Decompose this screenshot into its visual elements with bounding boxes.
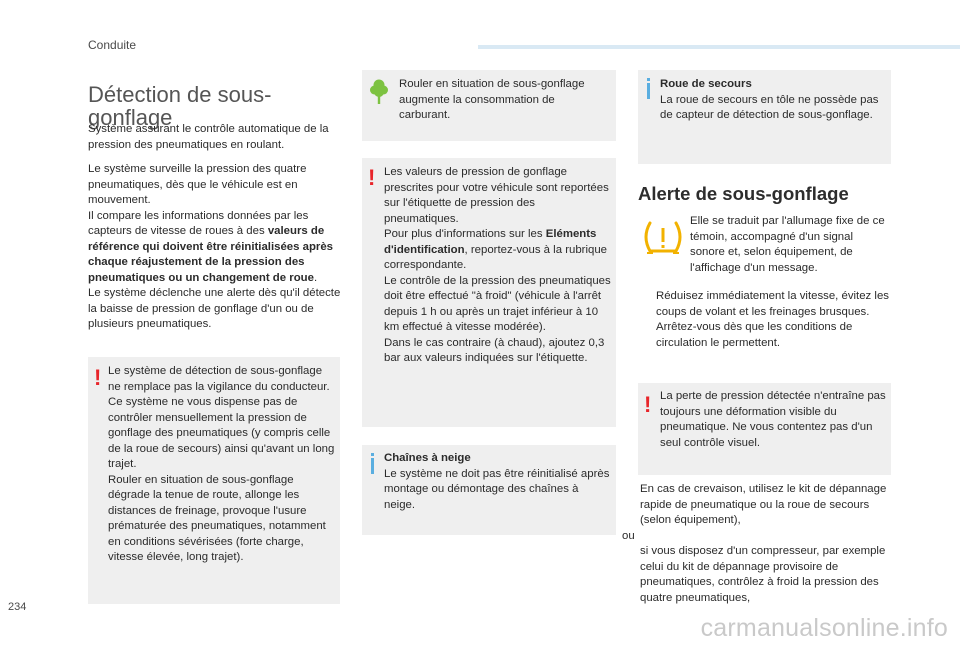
warning-icon: ! bbox=[94, 365, 102, 390]
system-line-3: Le système déclenche une alerte dès qu'il détecte la baisse de pression de gonflage d'un ou de plusieurs pneumatiques. bbox=[88, 287, 341, 330]
system-line-2-bold: valeurs de référence qui doivent être réinitialisées après chaque réajustement de la pression des pneumatiques ou un changement de roue bbox=[88, 225, 334, 284]
info-box-snow-chains bbox=[362, 445, 616, 535]
warning-icon: ! bbox=[368, 165, 376, 190]
list-item-text: Arrêtez-vous dès que les conditions de circulation le permettent. bbox=[656, 321, 853, 349]
warning-pressure-line-2c: , reportez-vous à la rubrique correspondante. bbox=[384, 243, 608, 271]
warning-pressure-line-2a: Pour plus d'informations sur les bbox=[384, 228, 546, 240]
system-line-2 bbox=[88, 209, 344, 287]
puncture-actions bbox=[622, 482, 894, 606]
list-item-text: En cas de crevaison, utilisez le kit de dépannage rapide de pneumatique ou la roue de secours (selon équipement), bbox=[640, 483, 887, 526]
snow-chains-title: Chaînes à neige bbox=[384, 452, 471, 464]
snow-chains-body: Le système ne doit pas être réinitialisé après montage ou démontage des chaînes à neige. bbox=[384, 467, 610, 511]
warning-pressure-text bbox=[384, 165, 612, 367]
warning-vigilance-text bbox=[108, 364, 336, 566]
warning-pressure-line-4: Dans le cas contraire (à chaud), ajoutez 0,3 bar aux valeurs indiquées sur l'étiquette. bbox=[384, 336, 605, 364]
list-item-text: si vous disposez d'un compresseur, par exemple celui du kit de dépannage provisoire de pneumatiques, contrôlez à froid la pression des quatre pneumatiques, bbox=[640, 545, 886, 604]
header-bar bbox=[478, 45, 960, 49]
spare-wheel-text bbox=[660, 77, 886, 124]
list-item-text: Réduisez immédiatement la vitesse, évitez les coups de volant et les freinages brusques. bbox=[656, 290, 889, 318]
watermark: carmanualsonline.info bbox=[700, 614, 948, 642]
info-icon bbox=[371, 458, 374, 474]
warning-icon: ! bbox=[644, 392, 652, 417]
snow-chains-text bbox=[384, 451, 612, 513]
warning-pressure-line-1: Les valeurs de pression de gonflage prescrites pour votre véhicule sont reportées sur l'étiquette de pression des pneumatiques. bbox=[384, 166, 609, 225]
section-header: Conduite bbox=[88, 38, 137, 52]
system-line-2c: . bbox=[313, 271, 318, 284]
or-separator: ou bbox=[622, 529, 635, 542]
warning-box-pressure bbox=[362, 158, 616, 427]
system-line-2a: Il compare les informations données par les capteurs de vitesse de roues à des bbox=[88, 209, 309, 237]
eco-text: Rouler en situation de sous-gonflage augmente la consommation de carburant. bbox=[399, 78, 585, 121]
alert-heading: Alerte de sous-gonflage bbox=[638, 183, 849, 204]
page-number: 234 bbox=[8, 601, 27, 613]
warning-pressure-line-3: Le contrôle de la pression des pneumatiques doit être effectué "à froid" (véhicule à l'arrêt depuis 1 h ou après un trajet inférieur à 10 km effectué à vitesse modérée). bbox=[384, 274, 611, 333]
warning-box-vigilance bbox=[88, 357, 340, 604]
system-line-1: Le système surveille la pression des quatre pneumatiques, dès que le véhicule est en mouvement. bbox=[88, 163, 307, 206]
system-description bbox=[88, 162, 344, 333]
warning-vigilance-line-2: Ce système ne vous dispense pas de contrôler mensuellement la pression de gonflage des pneumatiques (y compris celle de la roue de secours) ainsi qu'avant un long trajet. bbox=[108, 396, 335, 470]
list-item bbox=[622, 544, 894, 606]
visual-check-text: La perte de pression détectée n'entraîne pas toujours une déformation visible du pneumatique. Ne vous contentez pas d'un seul contrôle visuel. bbox=[660, 390, 886, 449]
warning-pressure-line-2 bbox=[384, 227, 612, 274]
list-item bbox=[638, 320, 890, 351]
list-item bbox=[622, 482, 894, 529]
intro-paragraph bbox=[88, 122, 344, 153]
intro-text: Système assurant le contrôle automatique de la pression des pneumatiques en roulant. bbox=[88, 123, 329, 151]
page-title: Détection de sous-gonflage bbox=[88, 81, 272, 130]
warning-box-visual-check bbox=[638, 383, 891, 475]
spare-wheel-title: Roue de secours bbox=[660, 78, 752, 90]
alert-actions-list bbox=[638, 289, 890, 351]
warning-vigilance-line-1: Le système de détection de sous-gonflage ne remplace pas la vigilance du conducteur. bbox=[108, 365, 330, 393]
tpms-warning-lamp-icon bbox=[641, 220, 685, 261]
spare-wheel-body: La roue de secours en tôle ne possède pas de capteur de détection de sous-gonflage. bbox=[660, 93, 879, 121]
identification-link-text: Eléments d'identification bbox=[384, 228, 597, 256]
alert-description: Elle se traduit par l'allumage fixe de ce témoin, accompagné d'un signal sonore et, selon équipement, de l'affichage d'un message. bbox=[690, 215, 885, 274]
warning-vigilance-line-3: Rouler en situation de sous-gonflage dégrade la tenue de route, allonge les distances de freinage, provoque l'usure prématurée des pneumatiques, notamment en conditions sévérisées (forte charge, vitesse élevée, long trajet). bbox=[108, 473, 326, 563]
info-box-spare-wheel bbox=[638, 70, 891, 164]
eco-box bbox=[362, 70, 616, 141]
eco-tree-icon bbox=[370, 79, 388, 110]
info-icon bbox=[647, 83, 650, 99]
list-item bbox=[638, 289, 890, 320]
